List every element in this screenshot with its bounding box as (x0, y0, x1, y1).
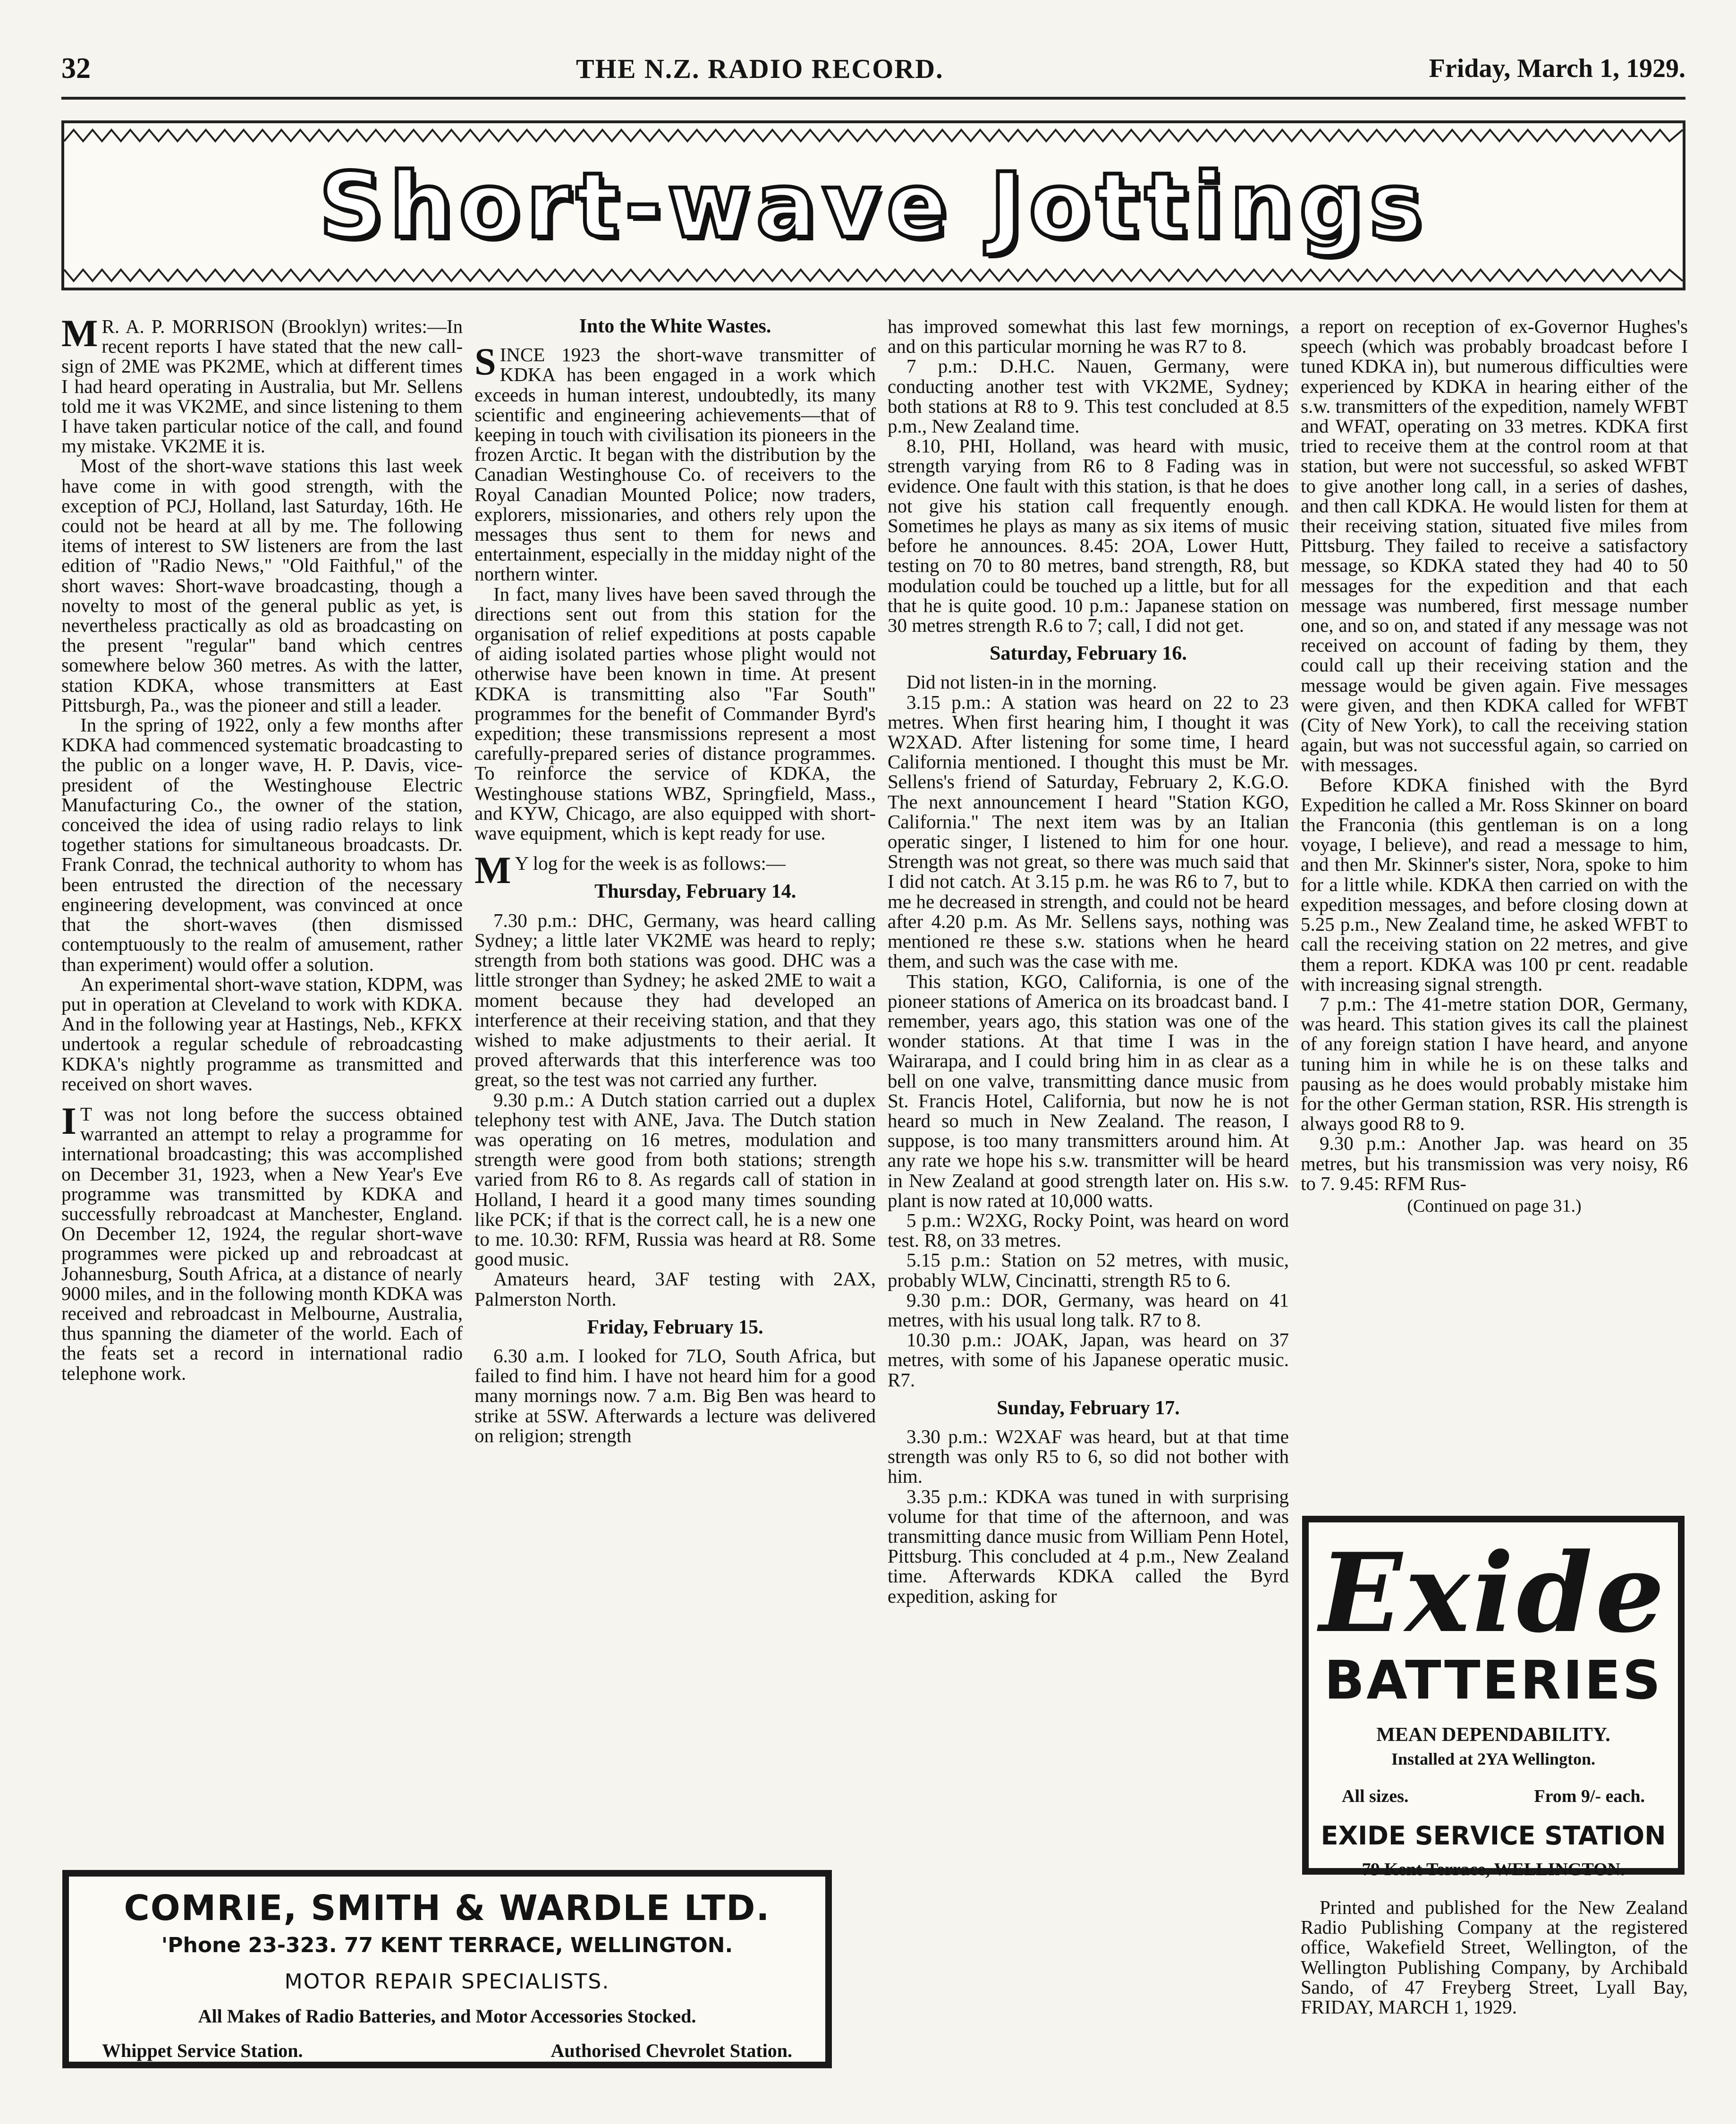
article-paragraph: 3.35 p.m.: KDKA was tuned in with surprising volume for that time of the afternoon, and was transmitting dance music from William Penn Hotel, Pittsburg. This concluded at 4 p.m., New Zealand time. Afterwards KDKA called the Byrd expedition, asking for (888, 1485, 1289, 1607)
ad-footer-row (102, 2039, 792, 2062)
page-number: 32 (61, 52, 91, 85)
article-paragraph: 9.30 p.m.: Another Jap. was heard on 35 metres, but his transmission was very noisy, R6 to 7. 9.45: RFM Rus- (1301, 1132, 1688, 1194)
paragraph-text: R. A. P. MORRISON (Brooklyn) writes:—In recent reports I have stated that the new call-sign of 2ME was PK2ME, which at different times I had heard operating in Australia, but Mr. Sellens told me it was VK2ME, and since listening to them I have taken particular notice of the call, and found my mistake. VK2ME it is. (61, 315, 463, 457)
article-paragraph: Most of the short-wave stations this last week have come in with good strength, with the exception of PCJ, Holland, last Saturday, 16th. He could not be heard at all by me. The following items of interest to SW listeners are from the last edition of "Radio News," "Old Faithful," of the short waves: Short-wave broadcasting, though a novelty to most of the general public as yet, is nevertheless practically as old as broadcasting on the present "regular" band which centres somewhere below 360 metres. As with the latter, station KDKA, whose transmitters at East Pittsburgh, Pa., was the pioneer and still a leader. (61, 455, 463, 716)
imprint-text: Printed and published for the New Zealand Radio Publishing Company at the registered office, Wakefield Street, Wellington, of the Wellington Publishing Company, by Archibald Sando, of 47 Freyberg Street, Lyall Bay, FRIDAY, MARCH 1, 1929. (1301, 1896, 1688, 2018)
zigzag-border-bottom (64, 267, 1683, 284)
article-paragraph (61, 1099, 463, 1384)
ad-text: All Makes of Radio Batteries, and Motor Accessories Stocked. (198, 2005, 696, 2027)
newspaper-title: THE N.Z. RADIO RECORD. (576, 53, 944, 84)
ad-price-row (1342, 1786, 1645, 1807)
article-paragraph (61, 312, 463, 457)
ad-station-name: EXIDE SERVICE STATION (1321, 1821, 1666, 1851)
article-paragraph: An experimental short-wave station, KDPM, was put in operation at Cleveland to work with KDKA. And in the following year at Hastings, Neb., KFKX undertook a regular schedule of rebroadcasting KDKA's nightly programme as transmitted and received on short waves. (61, 973, 463, 1095)
article-paragraph: 7 p.m.: The 41-metre station DOR, Germany, was heard. This station gives its call the plainest of any foreign station I have heard, and anyone tuning him in while he is on these talks and pausing as he does would probably mistake him for the other German station, RSR. His strength is always good R8 to 9. (1301, 993, 1688, 1135)
publisher-imprint (1301, 1897, 1688, 2017)
zigzag-border-top (64, 127, 1683, 144)
article-paragraph: a report on reception of ex-Governor Hughes's speech (which was probably broadcast before I tuned KDKA in), but numerous difficulties were experienced by KDKA in hearing either of the s.w. transmitters of the expedition, namely WFBT and WFAT, operating on 33 metres. KDKA first tried to receive them at the control room at that station, but were not successful, so asked WFBT to give another long call, in a series of dashes, and then call KDKA. He would listen for them at their receiving station, situated five miles from Pittsburg. They failed to receive a satisfactory message, so KDKA stated they had 40 to 50 messages for the expedition and that each message was numbered, first message number one, and so on, and stated if any message was not received on account of fading by them, they could call up their receiving station and the message would be given again. Five messages were given, and then KDKA called for WFBT (City of New York), to call the receiving station again, but was not successful again, so carried on with messages. (1301, 315, 1688, 776)
article-paragraph: has improved somewhat this last few mornings, and on this particular morning he was R7 to 8. (888, 315, 1289, 357)
article-paragraph: Before KDKA finished with the Byrd Expedition he called a Mr. Ross Skinner on board the Franconia (this gentleman is on a long voyage, I believe), and read a message to him, and then Mr. Skinner's sister, Nora, spoke to him for a little while. KDKA then carried on with the expedition messages, and before closing down at 5.25 p.m., New Zealand time, he asked WFBT to call the receiving station on 22 metres, and give them a report. KDKA was 100 pr cent. readable with increasing signal strength. (1301, 773, 1688, 995)
subheading: Saturday, February 16. (990, 643, 1187, 665)
article-paragraph: 7.30 p.m.: DHC, Germany, was heard calling Sydney; a little later VK2ME was heard to reply; strength from both stations was good. DHC was a little stronger than Sydney; he asked 2ME to wait a moment because they had developed an interference at their receiving station, and that they wished to make adjustments to their aerial. It proved afterwards that this interference was too great, so the test was not carried any further. (474, 909, 876, 1091)
drop-cap: M (474, 849, 511, 892)
article-column-1 (61, 312, 463, 1384)
masthead-rule (61, 97, 1685, 100)
ad-firm-name: COMRIE, SMITH & WARDLE LTD. (124, 1888, 771, 1929)
drop-cap: I (61, 1099, 76, 1142)
ad-text: Installed at 2YA Wellington. (1391, 1750, 1596, 1768)
article-paragraph: 3.30 p.m.: W2XAF was heard, but at that time strength was only R5 to 6, so did not bother with him. (888, 1425, 1289, 1487)
exide-logo: Exide (1319, 1529, 1668, 1657)
article-paragraph: Amateurs heard, 3AF testing with 2AX, Palmerston North. (474, 1268, 876, 1310)
masthead (61, 45, 1685, 92)
ad-footer-left: Whippet Service Station. (102, 2040, 303, 2061)
paragraph-text: Y log for the week is as follows:— (515, 852, 786, 875)
ad-address: 79 Kent Terrace, WELLINGTON. (1362, 1860, 1625, 1879)
article-paragraph: In the spring of 1922, only a few months after KDKA had commenced systematic broadcasting to the public on a longer wave, H. P. Davis, vice-president of the Westinghouse Electric Manufacturing Co., the owner of the station, conceived the idea of using radio relays to link together stations for simultaneous broadcasts. Dr. Frank Conrad, the technical authority to whom has been entrusted the direction of the necessary engineering development, was convinced at once that the short-waves (then dismissed contemptuously to the realm of amusement, rather than experiment) would offer a solution. (61, 714, 463, 975)
ad-footer-right: Authorised Chevrolet Station. (550, 2040, 792, 2061)
drop-cap: S (474, 340, 496, 383)
paragraph-text: INCE 1923 the short-wave transmitter of KDKA has been engaged in a work which exceeds in human interest, undoubtedly, its many scientific and engineering achievements—that of keeping in touch with civilisation its pioneers in the frozen Arctic. It began with the distribution by the Canadian Westinghouse Co. of receivers to the Royal Canadian Mounted Police; now traders, explorers, missionaries, and others rely upon the messages thus sent to them for news and entertainment, especially in the midday night of the northern winter. (474, 344, 876, 585)
subheading: Into the White Wastes. (579, 315, 771, 337)
ad-tagline: MOTOR REPAIR SPECIALISTS. (284, 1970, 610, 1994)
article-paragraph: In fact, many lives have been saved through the directions sent out from this station for the organisation of relief expeditions at posts capable of aiding isolated parties whose plight would not otherwise have been known in time. At present KDKA is transmitting also "Far South" programmes for the benefit of Commander Byrd's expedition; these transmissions represent a most carefully-prepared series of distance programmes. To reinforce the service of KDKA, the Westinghouse stations WBZ, Springfield, Mass., and KYW, Chicago, are also equipped with short-wave equipment, which is kept ready for use. (474, 583, 876, 844)
ad-price: From 9/- each. (1534, 1786, 1645, 1806)
subheading: Sunday, February 17. (997, 1397, 1180, 1419)
article-paragraph: 9.30 p.m.: A Dutch station carried out a duplex telephony test with ANE, Java. The Dutch station was operating on 16 metres, modulation and strength were good from both stations; strength varied from R6 to 8. As regards call of station in Holland, I heard it a good many times sounding like PCK; if that is the correct call, he is a new one to me. 10.30: RFM, Russia was heard at R8. Some good music. (474, 1088, 876, 1270)
paragraph-text: T was not long before the success obtained warranted an attempt to relay a programme for international broadcasting; this was accomplished on December 31, 1923, when a New Year's Eve programme was transmitted by KDKA and successfully rebroadcast at Manchester, England. On December 12, 1924, the regular short-wave programmes were picked up and rebroadcast at Johannesburg, South Africa, at a distance of nearly 9000 miles, and in the following month KDKA was received and rebroadcast in Melbourne, Australia, thus spanning the diameter of the world. Each of the feats set a record in international radio telephone work. (61, 1103, 463, 1384)
article-paragraph: 5 p.m.: W2XG, Rocky Point, was heard on word test. R8, on 33 metres. (888, 1209, 1289, 1251)
article-paragraph: 9.30 p.m.: DOR, Germany, was heard on 41 metres, with his usual long talk. R7 to 8. (888, 1289, 1289, 1331)
article-paragraph: 3.15 p.m.: A station was heard on 22 to 23 metres. When first hearing him, I thought it was W2XAD. After listening for some time, I heard California mentioned. I thought this must be Mr. Sellens's friend of Saturday, February 2, K.G.O. The next announcement I heard "Station KGO, California." The next item was by an Italian operatic singer, I listened to him for one hour. Strength was not great, so there was much said that I did not catch. At 3.15 p.m. he was R6 to 7, but to me he decreased in strength, and could not be heard after 4.20 p.m. As Mr. Sellens says, nothing was mentioned re these s.w. stations when he heard them, and such was the case with me. (888, 691, 1289, 972)
article-paragraph: 8.10, PHI, Holland, was heard with music, strength varying from R6 to 8 Fading was in evidence. One fault with this station, is that he does not give his station call frequently enough. Sometimes he plays as many as six items of music before he announces. 8.45: 2OA, Lower Hutt, testing on 70 to 80 metres, band strength, R8, but modulation could be touched up a little, but for all that he is quite good. 10 p.m.: Japanese station on 30 metres strength R.6 to 7; call, I did not get. (888, 435, 1289, 637)
ad-tagline: MEAN DEPENDABILITY. (1376, 1724, 1610, 1746)
article-column-3 (888, 316, 1289, 1606)
article-paragraph: This station, KGO, California, is one of the pioneer stations of America on its broadcast band. I remember, years ago, this station was one of the wonder stations. At that time I was in the Wairarapa, and I could bring him in as clear as a bell on one valve, transmitting dance music from St. Francis Hotel, California, but now he is not heard so much in New Zealand. The reason, I suppose, is too many transmitters around him. At any rate we hope his s.w. transmitter will be heard in New Zealand at good strength later on. His s.w. plant is now rated at 10,000 watts. (888, 970, 1289, 1211)
article-paragraph: 5.15 p.m.: Station on 52 metres, with music, probably WLW, Cincinatti, strength R5 to 6. (888, 1249, 1289, 1291)
subheading: Thursday, February 14. (594, 881, 796, 903)
section-title: Short-wave Jottings (319, 153, 1428, 258)
ad-heading: BATTERIES (1324, 1650, 1663, 1711)
article-column-4 (1301, 316, 1688, 1216)
ad-sizes: All sizes. (1342, 1786, 1409, 1806)
issue-date: Friday, March 1, 1929. (1429, 54, 1685, 83)
continued-note: (Continued on page 31.) (1407, 1196, 1582, 1216)
drop-cap: M (61, 312, 98, 355)
comrie-advertisement (62, 1870, 832, 2068)
article-paragraph: Did not listen-in in the morning. (906, 671, 1157, 693)
ad-phone: 'Phone 23-323. 77 KENT TERRACE, WELLINGTON. (161, 1933, 733, 1957)
article-paragraph: 6.30 a.m. I looked for 7LO, South Africa, but failed to find him. I have not heard him for a good many mornings now. 7 a.m. Big Ben was heard to strike at 5SW. Afterwards a lecture was delivered on religion; strength (474, 1344, 876, 1446)
article-column-2 (474, 316, 876, 1445)
section-banner (61, 120, 1685, 290)
article-paragraph: 7 p.m.: D.H.C. Nauen, Germany, were conducting another test with VK2ME, Sydney; both stations at R8 to 9. This test concluded at 8.5 p.m., New Zealand time. (888, 355, 1289, 437)
exide-advertisement (1302, 1516, 1685, 1879)
article-paragraph (474, 340, 876, 585)
article-paragraph: 10.30 p.m.: JOAK, Japan, was heard on 37 metres, with some of his Japanese operatic music. R7. (888, 1329, 1289, 1391)
subheading: Friday, February 15. (587, 1316, 763, 1338)
